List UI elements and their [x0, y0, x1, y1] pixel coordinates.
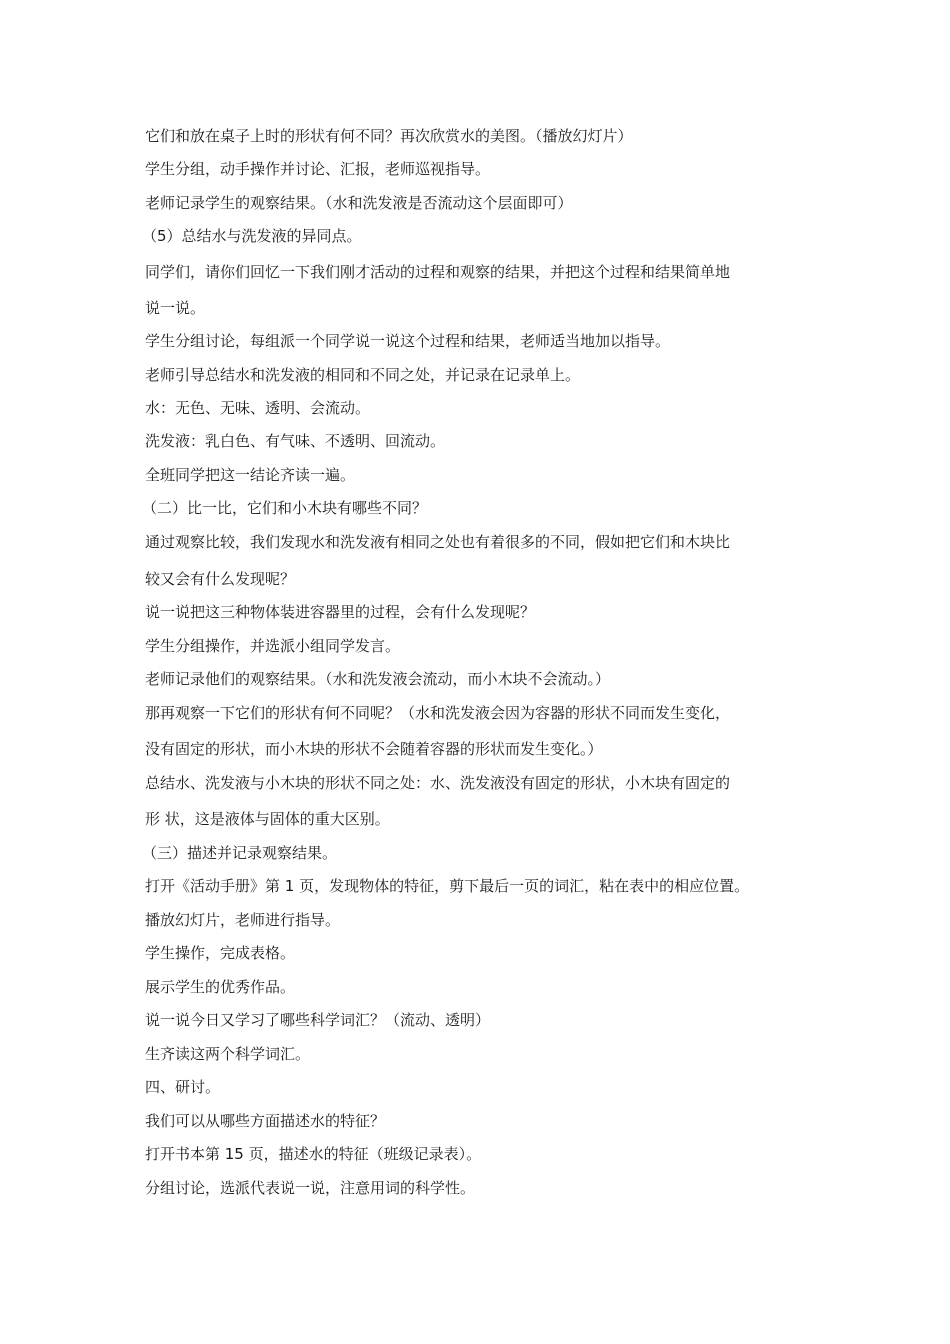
text-line: 通过观察比较，我们发现水和洗发液有相同之处也有着很多的不同，假如把它们和木块比 — [145, 533, 731, 551]
text-line: 打开《活动手册》第 1 页，发现物体的特征，剪下最后一页的词汇，粘在表中的相应位置。 — [145, 877, 750, 895]
text-line: 学生分组讨论，每组派一个同学说一说这个过程和结果，老师适当地加以指导。 — [145, 332, 671, 350]
text-line: 总结水、洗发液与小木块的形状不同之处：水、洗发液没有固定的形状，小木块有固定的 — [145, 774, 731, 792]
text-line: 学生分组操作，并选派小组同学发言。 — [145, 637, 401, 655]
text-line: 老师记录学生的观察结果。（水和洗发液是否流动这个层面即可） — [145, 194, 573, 212]
section-heading: （三）描述并记录观察结果。 — [142, 844, 338, 862]
text-line: 形 状，这是液体与固体的重大区别。 — [145, 810, 390, 828]
text-line: 说一说今日又学习了哪些科学词汇？（流动、透明） — [145, 1011, 491, 1029]
text-line: 老师记录他们的观察结果。（水和洗发液会流动，而小木块不会流动。） — [145, 670, 611, 688]
text-line: 它们和放在桌子上时的形状有何不同？再次欣赏水的美图。（播放幻灯片） — [145, 127, 633, 145]
text-line: 那再观察一下它们的形状有何不同呢？（水和洗发液会因为容器的形状不同而发生变化， — [145, 704, 731, 722]
text-line: 学生操作，完成表格。 — [145, 944, 296, 962]
text-line: 老师引导总结水和洗发液的相同和不同之处，并记录在记录单上。 — [145, 366, 581, 384]
section-heading: 四、研讨。 — [145, 1078, 221, 1096]
section-heading: （二）比一比，它们和小木块有哪些不同？ — [142, 499, 428, 517]
text-line: 分组讨论，选派代表说一说，注意用词的科学性。 — [145, 1179, 476, 1197]
text-line: 洗发液：乳白色、有气味、不透明、回流动。 — [145, 432, 446, 450]
text-line: 播放幻灯片，老师进行指导。 — [145, 911, 341, 929]
section-heading: （5）总结水与洗发液的异同点。 — [142, 227, 362, 245]
text-line: 生齐读这两个科学词汇。 — [145, 1045, 311, 1063]
text-line: 打开书本第 15 页，描述水的特征（班级记录表）。 — [145, 1145, 482, 1163]
text-line: 同学们，请你们回忆一下我们刚才活动的过程和观察的结果，并把这个过程和结果简单地 — [145, 263, 731, 281]
text-line: 说一说把这三种物体装进容器里的过程，会有什么发现呢？ — [145, 603, 536, 621]
text-line: 全班同学把这一结论齐读一遍。 — [145, 466, 356, 484]
text-line: 说一说。 — [145, 299, 206, 317]
text-line: 没有固定的形状，而小木块的形状不会随着容器的形状而发生变化。） — [145, 740, 603, 758]
text-line: 展示学生的优秀作品。 — [145, 978, 296, 996]
text-line: 水：无色、无味、透明、会流动。 — [145, 399, 371, 417]
text-line: 较又会有什么发现呢？ — [145, 570, 296, 588]
text-line: 我们可以从哪些方面描述水的特征？ — [145, 1112, 386, 1130]
text-line: 学生分组，动手操作并讨论、汇报，老师巡视指导。 — [145, 160, 491, 178]
